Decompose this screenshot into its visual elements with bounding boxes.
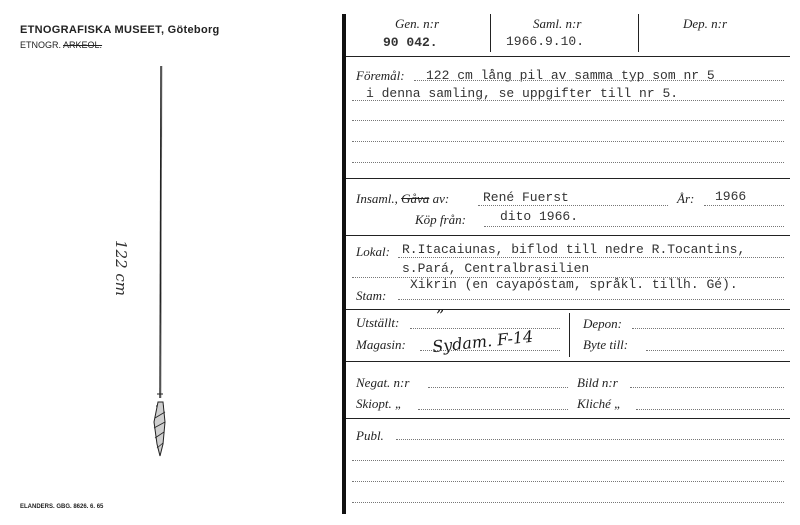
dotted-line [414, 80, 784, 81]
skiopt-label: Skiopt. „ [356, 396, 403, 411]
dotted-line [478, 205, 668, 206]
section-rule [346, 178, 790, 179]
lokal-label: Lokal: [356, 244, 390, 259]
utstallt-label: Utställt: [356, 315, 400, 330]
negat-nr-label: Negat. n:r [356, 375, 410, 390]
saml-nr-label: Saml. n:r [533, 16, 582, 31]
publ-label: Publ. [356, 428, 384, 443]
section-rule [346, 418, 790, 419]
year-value: 1966 [715, 189, 747, 204]
section-rule [346, 361, 790, 362]
dotted-line [396, 439, 784, 440]
year-label: År: [677, 191, 695, 206]
arrow-illustration [140, 60, 180, 460]
gen-nr-value: 90 042. [383, 35, 438, 50]
insaml-label [356, 191, 449, 207]
kop-fran-value: dito 1966. [500, 209, 579, 224]
dotted-line [410, 328, 560, 329]
dotted-line [646, 350, 784, 351]
stam-value: Xikrin (en cayapóstam, språkl. tillh. Gé). [410, 277, 738, 292]
gava-struck: Gåva [401, 191, 430, 206]
storage-divider [569, 313, 570, 357]
lokal-line-2: s.Pará, Centralbrasilien [402, 261, 590, 276]
size-annotation: 122 cm [112, 240, 130, 297]
kliche-label: Kliché „ [577, 396, 622, 411]
dotted-line [484, 226, 784, 227]
byte-till-label: Byte till: [583, 337, 629, 352]
printer-imprint: ELANDERS. GBG. 8626. 6. 65 [20, 504, 104, 510]
dotted-line [418, 409, 568, 410]
dep-nr-label: Dep. n:r [683, 16, 728, 31]
header-divider-2 [638, 14, 639, 52]
saml-nr-value: 1966.9.10. [506, 34, 585, 49]
bild-nr-label: Bild n:r [577, 375, 618, 390]
dotted-line [352, 141, 784, 142]
collector-value: René Fuerst [483, 190, 569, 205]
department-active: ETNOGR. [20, 40, 62, 50]
dotted-line [352, 120, 784, 121]
gen-nr-label: Gen. n:r [395, 16, 440, 31]
dotted-line [398, 299, 784, 300]
dotted-line [704, 205, 784, 206]
section-rule [346, 309, 790, 310]
dotted-line [352, 502, 784, 503]
dotted-line [630, 387, 784, 388]
header-divider-1 [490, 14, 491, 52]
magasin-value: Sydam. F-14 [431, 326, 534, 357]
insaml-label-a: Insaml., [356, 191, 398, 206]
dotted-line [352, 460, 784, 461]
insaml-label-b: av: [432, 191, 450, 206]
dotted-line [636, 409, 784, 410]
dotted-line [352, 481, 784, 482]
lokal-line-1: R.Itacaiunas, biflod till nedre R.Tocantins, [402, 242, 746, 257]
dotted-line [428, 387, 568, 388]
museum-name: ETNOGRAFISKA MUSEET, Göteborg [20, 24, 220, 36]
dotted-line [398, 257, 784, 258]
utstallt-ditto-mark: ” [436, 306, 445, 325]
foremal-line-1: 122 cm lång pil av samma typ som nr 5 [426, 68, 715, 83]
card-left-border [342, 14, 346, 514]
section-rule [346, 235, 790, 236]
header-bottom-rule [346, 56, 790, 57]
depon-label: Depon: [583, 316, 622, 331]
dotted-line [632, 328, 784, 329]
stam-label: Stam: [356, 288, 387, 303]
dotted-line [420, 350, 560, 351]
dotted-line [352, 100, 784, 101]
department-struck: ARKEOL. [63, 40, 103, 50]
foremal-label: Föremål: [356, 68, 405, 83]
department-line [20, 40, 102, 50]
kop-fran-label: Köp från: [415, 212, 466, 227]
magasin-label: Magasin: [356, 337, 406, 352]
foremal-line-2: i denna samling, se uppgifter till nr 5. [366, 86, 679, 101]
dotted-line [352, 162, 784, 163]
